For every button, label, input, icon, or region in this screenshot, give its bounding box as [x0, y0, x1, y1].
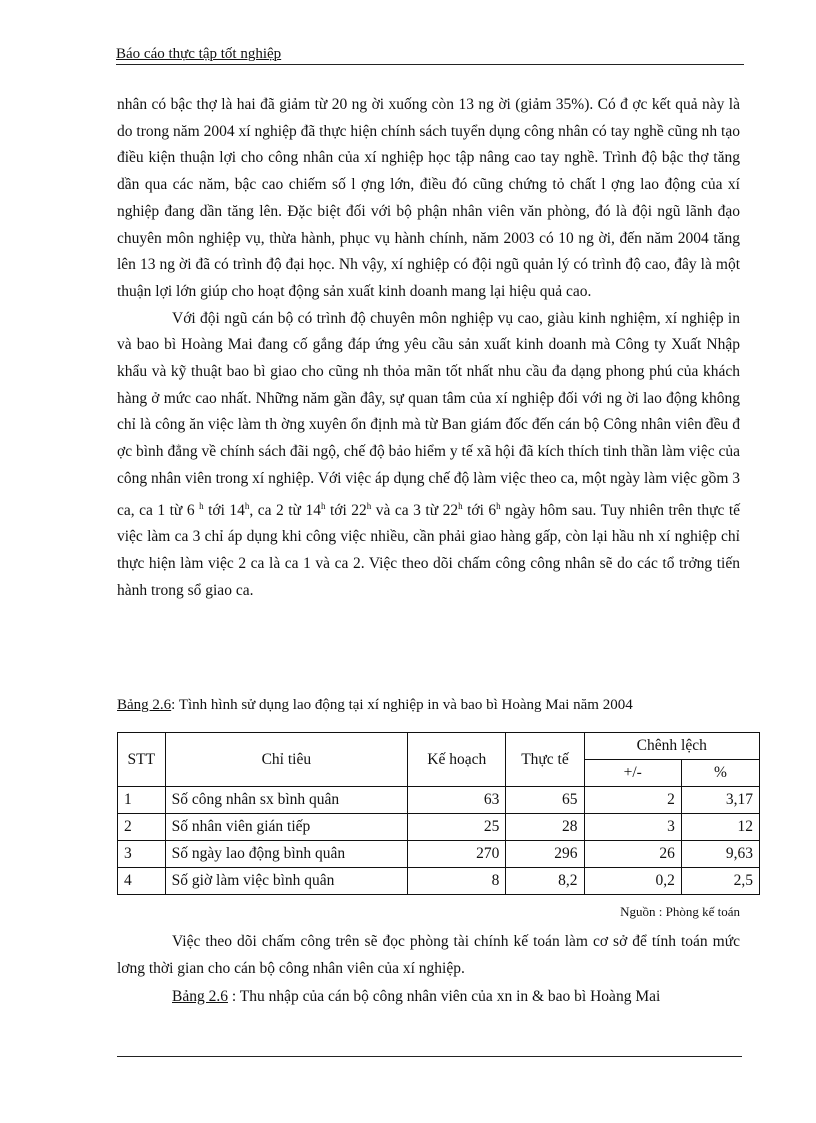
labor-usage-table: [117, 732, 760, 895]
cell-plan: 25: [408, 814, 506, 841]
table-row: [118, 841, 760, 868]
table-caption: [117, 697, 633, 714]
table-caption-text: : Tình hình sử dụng lao động tại xí nghiệp in và bao bì Hoàng Mai năm 2004: [171, 697, 633, 713]
cell-pct: 9,63: [681, 841, 759, 868]
table-row: [118, 868, 760, 895]
cell-stt: 4: [118, 868, 166, 895]
header-stt: STT: [118, 733, 166, 787]
cell-diff: 0,2: [584, 868, 681, 895]
table-source: Nguồn : Phòng kế toán: [620, 904, 740, 919]
paragraph-1: nhân có bậc thợ là hai đã giảm từ 20 ng ời xuống còn 13 ng ời (giảm 35%). Có đ ợc kết quả này là do trong năm 2004 xí nghiệp đã thực hiện chính sách tuyển dụng công nhân có tay nghề cũng nh tạo điều kiện thuận lợi cho công nhân của xí nghiệp học tập nâng cao tay nghề. Trình độ bậc thợ tăng dần qua các năm, bậc cao chiếm số l ợng lớn, điều đó cũng chứng tỏ chất l ợng lao động của xí nghiệp đang dần tăng lên. Đặc biệt đối với bộ phận nhân viên văn phòng, đó là đội ngũ lãnh đạo chuyên môn nghiệp vụ, thừa hành, phục vụ hành chính, năm 2003 có 10 ng ời, đến năm 2004 tăng lên 13 ng ời đã có trình độ đại học. Nh vậy, xí nghiệp có đội ngũ quản lý có trình độ cao, đây là một thuận lợi lớn giúp cho hoạt động sản xuất kinh doanh mang lại hiệu quả cao.: [117, 96, 740, 300]
superscript-h: h: [366, 500, 372, 511]
superscript-h: h: [244, 500, 250, 511]
superscript-h: h: [320, 500, 326, 511]
body-text: [117, 92, 740, 605]
paragraph-2: [117, 306, 740, 605]
table-row: [118, 787, 760, 814]
cell-stt: 2: [118, 814, 166, 841]
footer-divider: [117, 1056, 742, 1057]
paragraph-2-part-6: tới 6: [467, 501, 497, 519]
cell-diff: 2: [584, 787, 681, 814]
table-row: [118, 814, 760, 841]
header-title: Báo cáo thực tập tốt nghiệp: [116, 46, 282, 62]
table-caption-2: [172, 988, 660, 1006]
page-header: [116, 44, 744, 65]
table-caption-2-label: Bảng 2.6: [172, 988, 228, 1005]
header-chenhlech: Chênh lệch: [584, 733, 759, 760]
header-thucte: Thực tế: [506, 733, 584, 787]
paragraph-2-part-4: tới 22: [329, 501, 367, 519]
cell-actual: 8,2: [506, 868, 584, 895]
cell-diff: 26: [584, 841, 681, 868]
table-caption-2-text: : Thu nhập của cán bộ công nhân viên của xn in & bao bì Hoàng Mai: [227, 988, 661, 1005]
cell-stt: 3: [118, 841, 166, 868]
paragraph-2-part-7: ngày hôm sau. Tuy nhiên trên thực tế việc làm ca 3 chỉ áp dụng khi công việc nhiều, cần phải giao hàng gấp, còn lại hầu nh xí nghiệp chỉ thực hiện làm việc 2 ca là ca 1 và ca 2. Việc theo dõi chấm công công nhân sẽ do các tổ trởng tiến hành trong sổ giao ca.: [117, 501, 741, 599]
cell-plan: 270: [408, 841, 506, 868]
paragraph-2-part-2: tới 14: [208, 501, 245, 519]
cell-pct: 12: [681, 814, 759, 841]
table-caption-label: Bảng 2.6: [117, 697, 172, 713]
header-plusminus: +/-: [584, 760, 681, 787]
table-header-row: [118, 733, 760, 760]
cell-name: Số công nhân sx bình quân: [165, 787, 407, 814]
superscript-h: h: [199, 500, 204, 511]
cell-plan: 8: [408, 868, 506, 895]
cell-name: Số nhân viên gián tiếp: [165, 814, 407, 841]
cell-pct: 3,17: [681, 787, 759, 814]
header-chitieu: Chỉ tiêu: [165, 733, 407, 787]
cell-name: Số ngày lao động bình quân: [165, 841, 407, 868]
cell-stt: 1: [118, 787, 166, 814]
paragraph-after-table: Việc theo dõi chấm công trên sẽ đọc phòng tài chính kế toán làm cơ sở để tính toán mức lơng thời gian cho cán bộ công nhân viên của xí nghiệp.: [117, 933, 740, 977]
superscript-h: h: [458, 500, 463, 511]
header-percent: %: [681, 760, 759, 787]
cell-actual: 296: [506, 841, 584, 868]
cell-diff: 3: [584, 814, 681, 841]
cell-actual: 28: [506, 814, 584, 841]
cell-plan: 63: [408, 787, 506, 814]
paragraph-2-part-3: , ca 2 từ 14: [249, 501, 321, 519]
cell-pct: 2,5: [681, 868, 759, 895]
paragraph-2-part-5: và ca 3 từ 22: [375, 501, 459, 519]
superscript-h: h: [496, 500, 501, 511]
paragraph-2-part-1: Với đội ngũ cán bộ có trình độ chuyên môn nghiệp vụ cao, giàu kinh nghiệm, xí nghiệp in và bao bì Hoàng Mai đang cố gắng đáp ứng yêu cầu sản xuất kinh doanh mà Công ty Xuất Nhập khẩu và kỹ thuật bao bì giao cho cũng nh thỏa mãn tốt nhất nhu cầu đa dạng phong phú của khách hàng ở mức cao nhất. Những năm gần đây, sự quan tâm của xí nghiệp đối với ng ời lao động không chỉ là công ăn việc làm th ờng xuyên ổn định mà từ Ban giám đốc đến cán bộ Công nhân viên đều đ ợc bình đẳng về chính sách đãi ngộ, chế độ bảo hiểm y tế xã hội đã kích thích tinh thần làm việc của công nhân viên trong xí nghiệp. Với việc áp dụng chế độ làm việc theo ca, một ngày làm việc gồm 3 ca, ca 1 từ 6: [117, 309, 741, 519]
header-kehoach: Kế hoạch: [408, 733, 506, 787]
cell-actual: 65: [506, 787, 584, 814]
cell-name: Số giờ làm việc bình quân: [165, 868, 407, 895]
